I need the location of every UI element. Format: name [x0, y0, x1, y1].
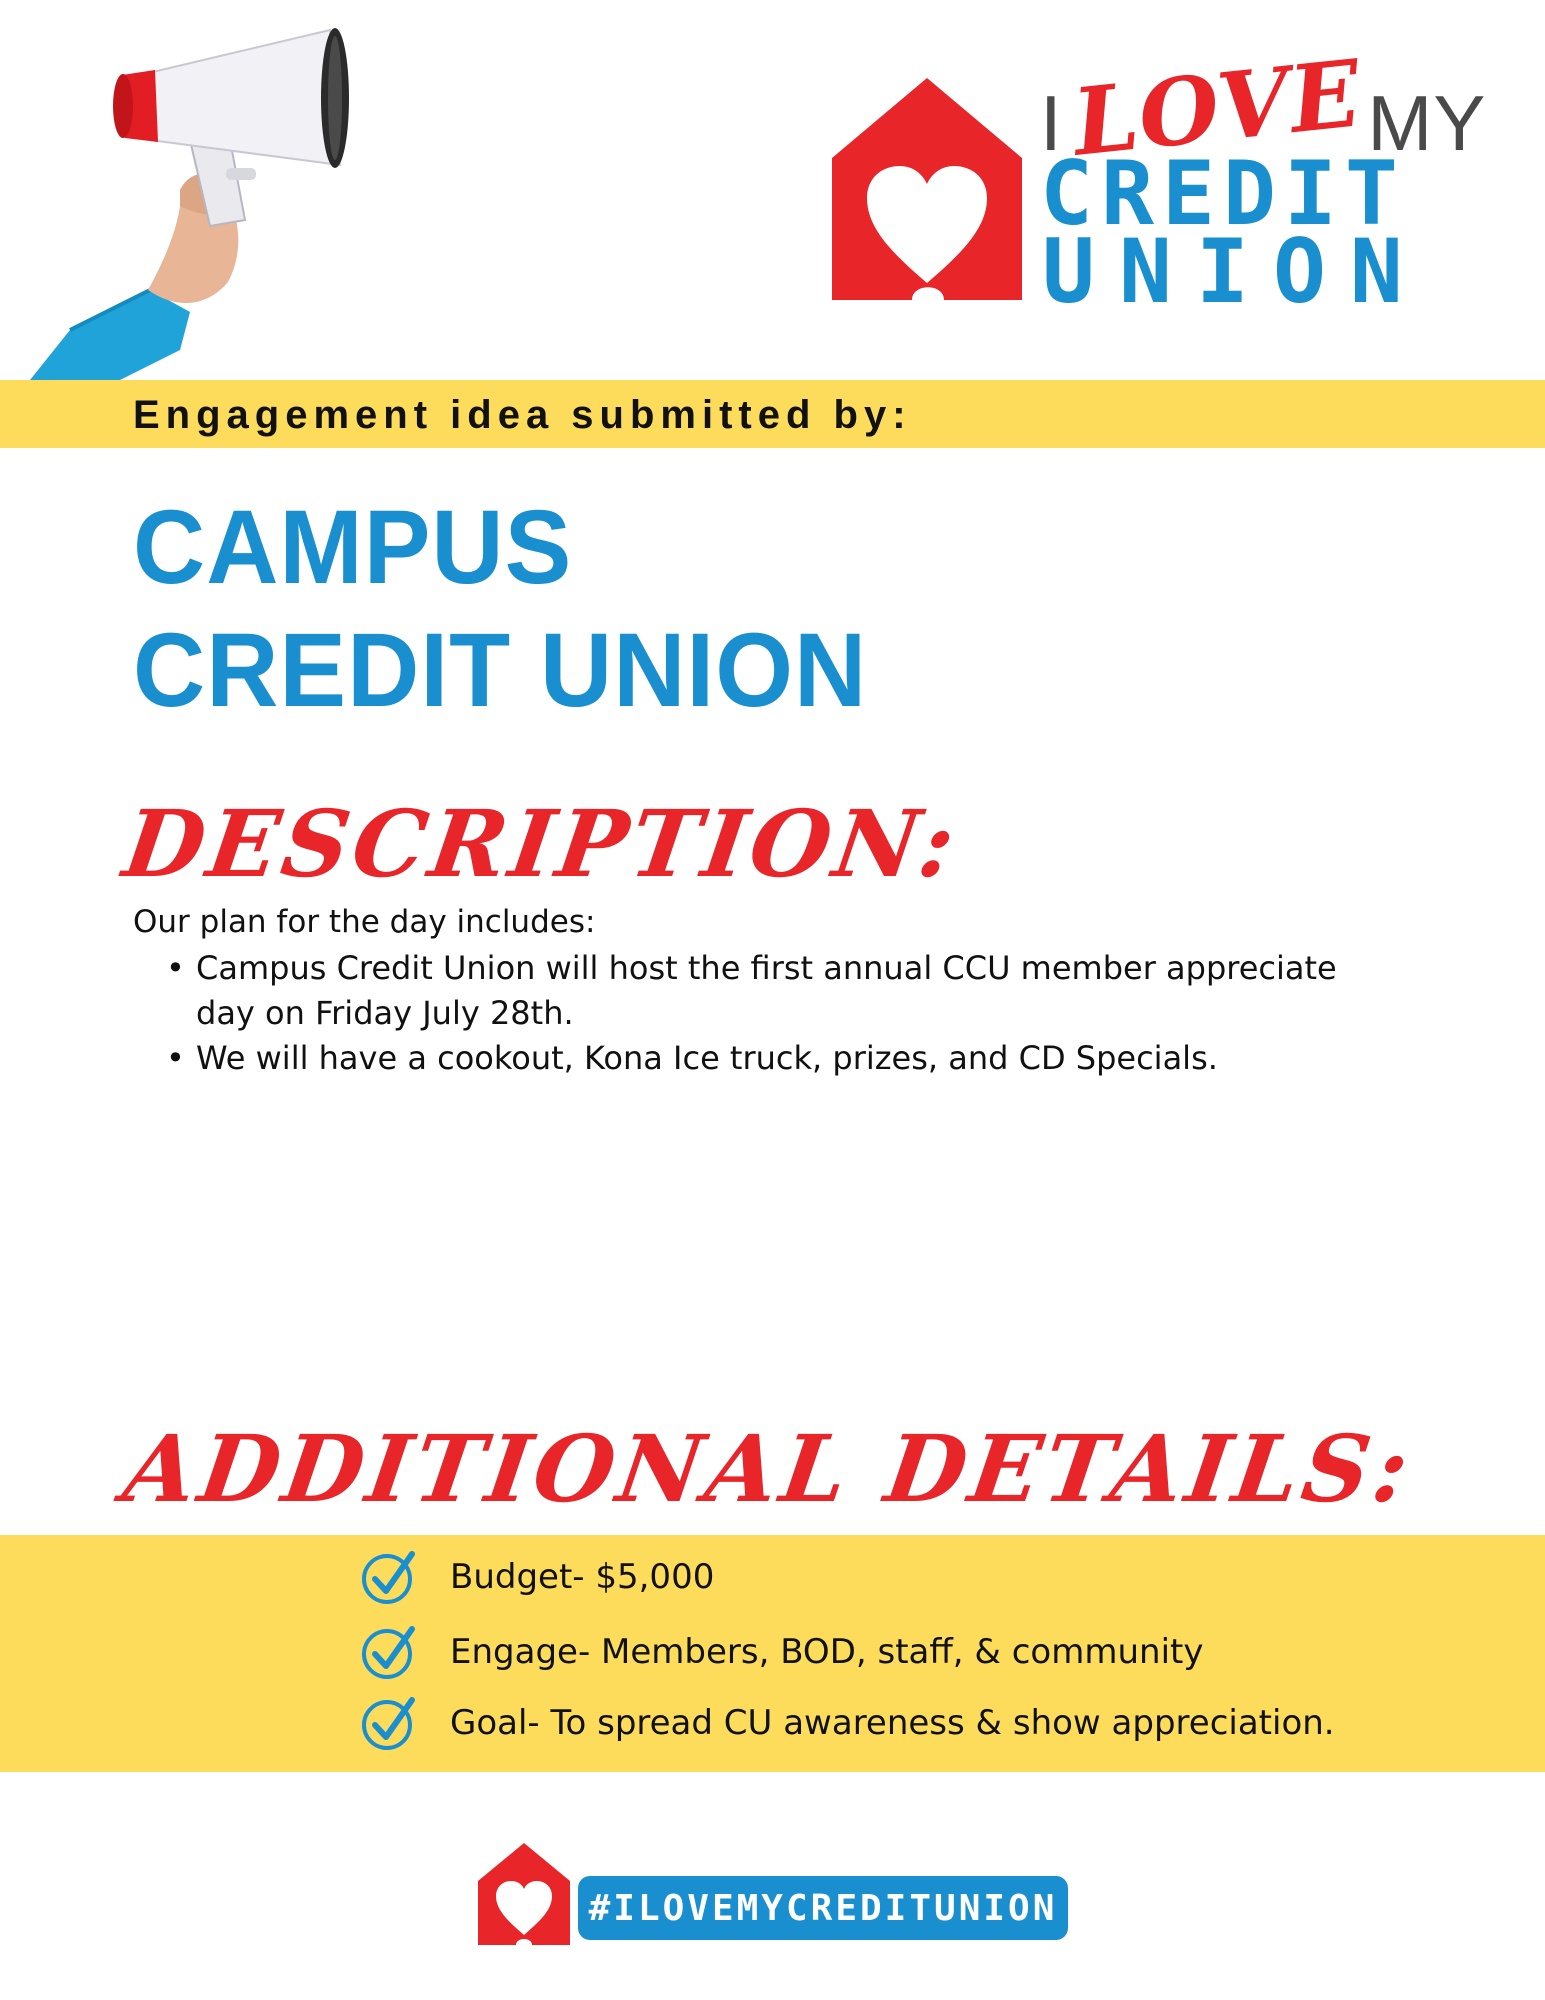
- detail-text: Engage- Members, BOD, staff, & community: [450, 1632, 1204, 1672]
- logo-credit: CREDIT: [1040, 142, 1406, 245]
- plan-item-text: Campus Credit Union will host the first annual CCU member appreciate day on Friday July 28th.: [196, 949, 1337, 1032]
- megaphone-icon: [30, 20, 360, 380]
- detail-text: Goal- To spread CU awareness & show appreciation.: [450, 1703, 1335, 1743]
- list-item: [162, 1036, 1392, 1081]
- plan-list: [162, 946, 1392, 1081]
- logo-my: MY: [1367, 79, 1487, 167]
- logo-love: LOVE: [1067, 39, 1367, 177]
- detail-text: Budget- $5,000: [450, 1557, 715, 1597]
- logo-i: I: [1040, 79, 1063, 167]
- check-circle-icon: [360, 1548, 418, 1606]
- submitted-by-label: Engagement idea submitted by:: [133, 393, 912, 437]
- list-item: [162, 946, 1392, 1036]
- organization-name-line-1: CAMPUS: [133, 488, 573, 607]
- house-heart-icon: [478, 1843, 570, 1945]
- organization-name-line-2: CREDIT UNION: [133, 611, 868, 730]
- detail-row-budget: [360, 1547, 714, 1607]
- bullet-icon: •: [166, 949, 185, 987]
- house-heart-logo-icon: [832, 78, 1022, 300]
- additional-details-heading: ADDITIONAL DETAILS:: [117, 1415, 1420, 1523]
- detail-row-engage: [360, 1622, 1203, 1682]
- hashtag-text: #ILOVEMYCREDITUNION: [588, 1887, 1058, 1929]
- description-heading: DESCRIPTION:: [117, 790, 966, 898]
- detail-row-goal: [360, 1693, 1335, 1753]
- bullet-icon: •: [166, 1039, 185, 1077]
- check-circle-icon: [360, 1623, 418, 1681]
- logo-union: UNION: [1042, 220, 1427, 323]
- hashtag-pill: [578, 1876, 1068, 1940]
- plan-item-text: We will have a cookout, Kona Ice truck, prizes, and CD Specials.: [196, 1039, 1218, 1077]
- check-circle-icon: [360, 1694, 418, 1752]
- plan-intro: Our plan for the day includes:: [133, 904, 596, 940]
